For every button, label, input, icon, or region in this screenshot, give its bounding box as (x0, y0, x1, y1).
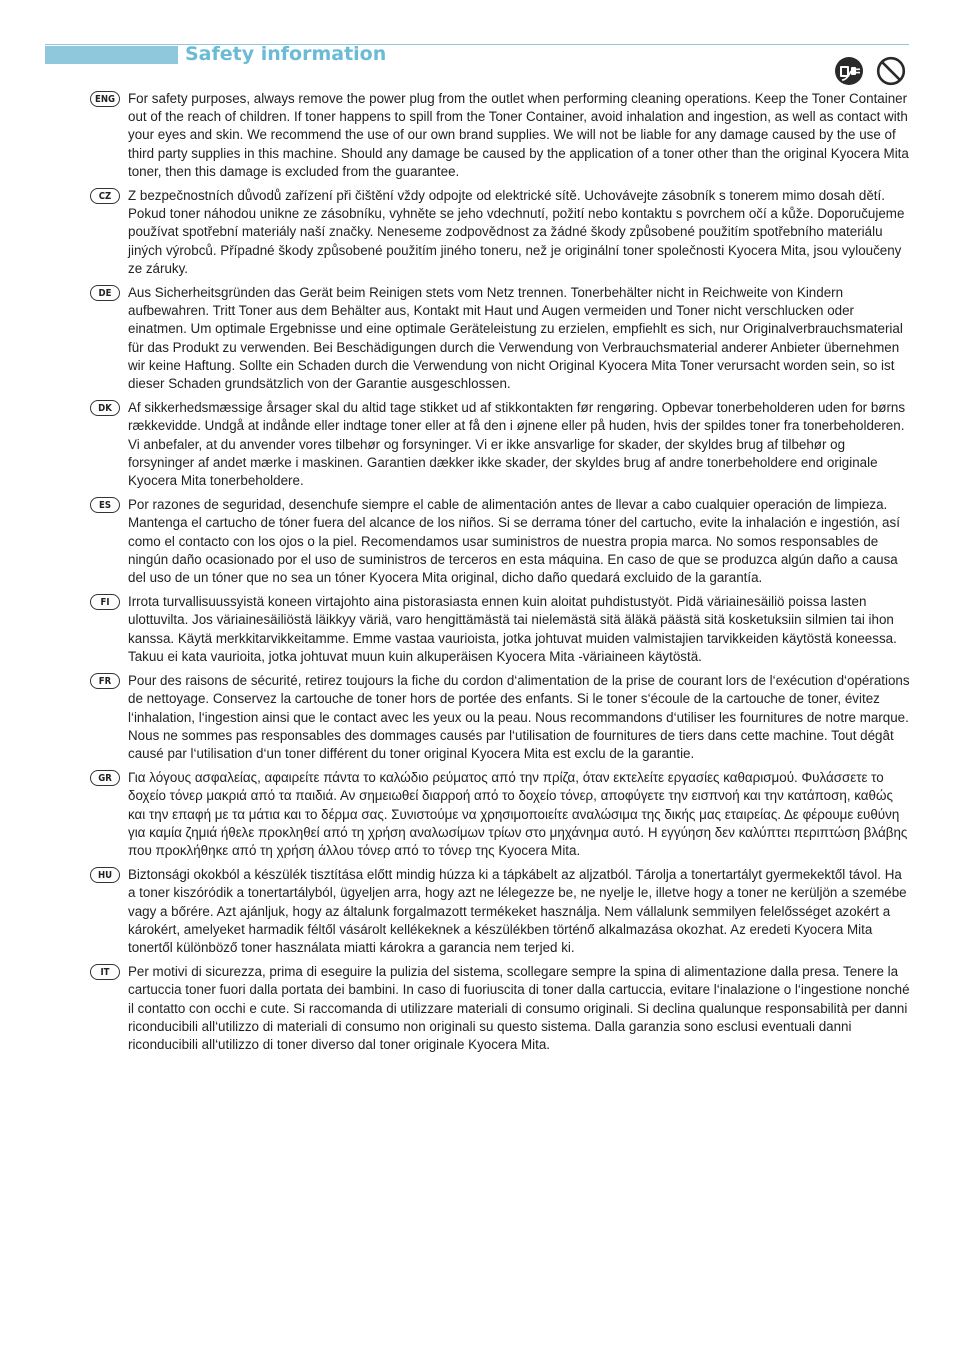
language-badge: DK (90, 400, 120, 416)
section-dk (90, 399, 910, 490)
language-badge: ENG (90, 91, 120, 107)
section-text: Por razones de seguridad, desenchufe siempre el cable de alimentación antes de llevar a cabo cualquier operación de limpieza. Mantenga el cartucho de tóner fuera del alcance de los niños. Si se derrama tóner del cartucho, evite la inhalación e ingestión, así como el contacto con los ojos o la piel. Recomendamos usar suministros de nuestra propia marca. No somos responsables de ningún daño ocasionado por el uso de suministros de terceros en esta máquina. En caso de que se produzca algún daño a causa del uso de un tóner que no sea un tóner Kyocera Mita original, dicho daño quedará excluido de la garantía. (128, 497, 900, 586)
section-text: Pour des raisons de sécurité, retirez toujours la fiche du cordon d‘alimentation de la prise de courant lors de l‘exécution d‘opérations de nettoyage. Conservez la cartouche de toner hors de portée des enfants. Si le toner s‘écoule de la cartouche de toner, évitez l‘inhalation, l‘ingestion ainsi que le contact avec les yeux ou la peau. Nous recommandons d‘utiliser les fournitures de notre marque. Nous ne sommes pas responsables des dommages causés par l‘utilisation de fournitures de tiers dans cette machine. Tout dégât causé par l‘utilisation d‘un toner différent du toner original Kyocera Mita est exclu de la garantie. (128, 673, 910, 761)
section-text: Irrota turvallisuussyistä koneen virtajohto aina pistorasiasta ennen kuin aloitat puhdistustyöt. Pidä väriainesäiliö poissa lasten ulottuvilta. Jos väriainesäiliöstä läikkyy väriä, varo hengittämästä tai nielemästä sitä äläkä päästä sitä kosketuksiin silmien tai ihon kanssa. Käytä merkkitarvikkeitamme. Emme vastaa vaurioista, jotka johtuvat muiden valmistajien tarvikkeiden käytöstä koneessa. Takuu ei kata vaurioita, jotka johtuvat muun kuin alkuperäisen Kyocera Mita -väriaineen käytöstä. (128, 594, 897, 664)
page-title: Safety information (185, 43, 387, 65)
language-badge: IT (90, 964, 120, 980)
header-color-bar (45, 46, 178, 64)
language-badge: DE (90, 285, 120, 301)
header-rule (45, 44, 909, 45)
section-it (90, 963, 910, 1054)
warning-icons (834, 56, 906, 86)
language-badge: CZ (90, 188, 120, 204)
section-text: Z bezpečnostních důvodů zařízení při čištění vždy odpojte od elektrické sítě. Uchovávejte zásobník s tonerem mimo dosah dětí. Pokud toner náhodou unikne ze zásobníku, vyhněte se jeho vdechnutí, požití nebo kontaktu s povrchem očí a kůže. Doporučujeme používat spotřební materiály naší značky. Neneseme zodpovědnost za žádné škody způsobené použitím spotřebního materiálu jiných výrobců. Případné škody způsobené použitím jiného toneru, než je originální toner společnosti Kyocera Mita, jsou vyloučeny ze záruky. (128, 188, 905, 276)
language-badge: GR (90, 770, 120, 786)
section-text: Per motivi di sicurezza, prima di eseguire la pulizia del sistema, scollegare sempre la spina di alimentazione dalla presa. Tenere la cartuccia toner fuori dalla portata dei bambini. In caso di fuoriuscita di toner dalla cartuccia, evitare l‘inalazione o l‘ingestione nonché il contatto con occhi e cute. Si raccomanda di utilizzare materiali di consumo originali. Si declina qualunque responsabilità per danni riconducibili all‘utilizzo di materiali di consumo non originali su questo sistema. Dalla garanzia sono esclusi eventuali danni riconducibili all‘utilizzo di toner diverso dal toner originale Kyocera Mita. (128, 964, 910, 1052)
section-eng (90, 90, 910, 181)
section-fr (90, 672, 910, 763)
prohibited-icon (876, 56, 906, 86)
language-badge: HU (90, 867, 120, 883)
section-text: Aus Sicherheitsgründen das Gerät beim Reinigen stets vom Netz trennen. Tonerbehälter nicht in Reichweite von Kindern aufbewahren. Tritt Toner aus dem Behälter aus, Kontakt mit Haut und Augen vermeiden und Toner nicht verschlucken oder einatmen. Um optimale Ergebnisse und eine optimale Geräteleistung zu erzielen, empfiehlt es sich, nur Originalverbrauchsmaterial für das Produkt zu verwenden. Bei Beschädigungen durch die Verwendung von Verbrauchsmaterial anderer Anbieter übernehmen wir keine Haftung. Sollte ein Schaden durch die Verwendung von nicht Original Kyocera Mita Toner verursacht worden sein, so ist dieser Schaden grundsätzlich von der Garantie ausgeschlossen. (128, 285, 903, 392)
language-badge: FR (90, 673, 120, 689)
section-text: Biztonsági okokból a készülék tisztítása előtt mindig húzza ki a tápkábelt az aljzatból. Tárolja a tonertartályt gyermekektől távol. Ha a toner kiszóródik a tonertartályból, ügyeljen arra, hogy azt ne lélegezze be, ne nyelje le, illetve hogy a toner ne kerüljön a szemébe vagy a bőrére. Azt ajánljuk, hogy az általunk forgalmazott termékeket használja. Nem vállalunk semmilyen felelősséget azokért a károkért, amelyeket harmadik féltől vásárolt kellékeknek a készülékben történő alkalmazása okozhat. Az eredeti Kyocera Mita tonertől különböző toner használata miatti károkra a garancia nem terjed ki. (128, 867, 907, 955)
section-text: Af sikkerhedsmæssige årsager skal du altid tage stikket ud af stikkontakten før rengøring. Opbevar tonerbeholderen uden for børns rækkevidde. Undgå at indånde eller indtage toner eller at få den i øjnene eller på huden, hvis der spildes toner fra tonerbeholderen. Vi anbefaler, at du anvender vores tilbehør og forsyninger. Vi er ikke ansvarlige for skader, der skyldes brug af tilbehør og forsyninger af andet mærke i maskinen. Garantien dækker ikke skader, der skyldes brug af andre tonerbeholdere end originale Kyocera Mita tonerbeholdere. (128, 400, 906, 489)
safety-sections (90, 90, 910, 1060)
section-hu (90, 866, 910, 957)
section-es (90, 496, 910, 587)
section-text: For safety purposes, always remove the power plug from the outlet when performing cleaning operations. Keep the Toner Container out of the reach of children. If toner happens to spill from the Toner Container, avoid inhalation and ingestion, as well as contact with your eyes and skin. We recommend the use of our own brand supplies. We will not be liable for any damage caused by the use of third party supplies in this machine. Should any damage be caused by the application of a toner other than the original Kyocera Mita toner, then this damage is excluded from the guarantee. (128, 91, 909, 179)
unplug-power-icon (834, 56, 864, 86)
language-badge: FI (90, 594, 120, 610)
section-fi (90, 593, 910, 666)
section-gr (90, 769, 910, 860)
language-badge: ES (90, 497, 120, 513)
section-de (90, 284, 910, 393)
section-text: Για λόγους ασφαλείας, αφαιρείτε πάντα το καλώδιο ρεύματος από την πρίζα, όταν εκτελείτε εργασίες καθαρισμού. Φυλάσσετε το δοχείο τόνερ μακριά από τα παιδιά. Αν σημειωθεί διαρροή από το δοχείο τόνερ, αποφύγετε την εισπνοή και την κατάποση, καθώς και την επαφή με τα μάτια και το δέρμα σας. Συνιστούμε να χρησιμοποιείτε αναλώσιμα της δικής μας εταιρείας. Δε φέρουμε ευθύνη για καμία ζημιά ήθελε προκληθεί από τη χρήση αναλωσίμων τρίων στο μηχάνημα αυτό. Η εγγύηση δεν καλύπτει περιπτώση βλάβης που προκλήθηκε από τη χρήση άλλου τόνερ από το τόνερ της Kyocera Mita. (128, 770, 908, 858)
section-cz (90, 187, 910, 278)
